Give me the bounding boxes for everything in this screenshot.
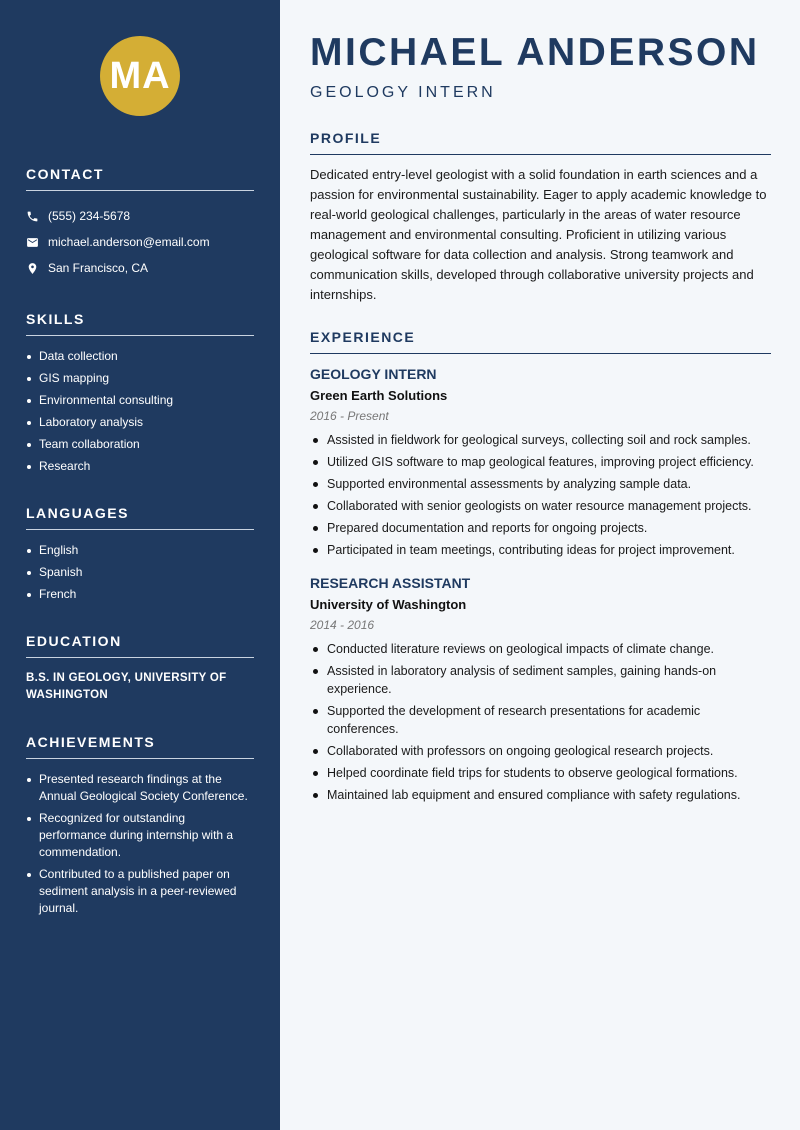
list-item: Utilized GIS software to map geological features, improving project efficiency. xyxy=(310,453,771,471)
achievements-list xyxy=(26,771,254,917)
sidebar xyxy=(0,0,280,1130)
skills-heading: SKILLS xyxy=(26,311,254,336)
list-item: Participated in team meetings, contributing ideas for project improvement. xyxy=(310,541,771,559)
list-item: Recognized for outstanding performance during internship with a commendation. xyxy=(26,810,254,861)
avatar-initials: MA xyxy=(100,36,180,116)
languages-section xyxy=(26,505,254,603)
location-pin-icon xyxy=(26,262,39,275)
location-text: San Francisco, CA xyxy=(48,261,149,275)
list-item: Presented research findings at the Annual Geological Society Conference. xyxy=(26,771,254,805)
job-dates: 2016 - Present xyxy=(310,409,389,423)
skills-list xyxy=(26,348,254,475)
profile-text: Dedicated entry-level geologist with a solid foundation in earth sciences and a passion for environmental sustainability. Eager to apply academic knowledge to real-world geological challenges, particularly in the areas of water resource management and environmental consulting. Proficient in utilizing various geological software for data collection and analysis. Strong teamwork and communication skills, developed through collaborative university projects and internships. xyxy=(310,167,767,302)
contact-location xyxy=(26,255,254,281)
list-item: Laboratory analysis xyxy=(26,414,254,431)
languages-heading: LANGUAGES xyxy=(26,505,254,530)
list-item: Collaborated with professors on ongoing geological research projects. xyxy=(310,742,771,760)
list-item: Conducted literature reviews on geological impacts of climate change. xyxy=(310,640,771,658)
job-title: GEOLOGY INTERN xyxy=(310,366,437,382)
person-name: MICHAEL ANDERSON xyxy=(310,31,760,74)
education-section xyxy=(26,633,254,704)
list-item: Assisted in laboratory analysis of sediment samples, gaining hands-on experience. xyxy=(310,662,771,698)
list-item: Contributed to a published paper on sediment analysis in a peer-reviewed journal. xyxy=(26,866,254,917)
contact-section xyxy=(26,166,254,281)
achievements-section xyxy=(26,734,254,917)
phone-text: (555) 234-5678 xyxy=(48,209,131,223)
list-item: Collaborated with senior geologists on water resource management projects. xyxy=(310,497,771,515)
phone-icon xyxy=(26,210,39,223)
job-bullets xyxy=(310,431,771,559)
list-item: Spanish xyxy=(26,564,254,581)
list-item: Supported environmental assessments by analyzing sample data. xyxy=(310,475,771,493)
list-item: Research xyxy=(26,458,254,475)
education-degree: B.S. IN GEOLOGY, UNIVERSITY OF WASHINGTON xyxy=(26,672,227,701)
profile-section xyxy=(310,130,771,305)
skills-section xyxy=(26,311,254,475)
contact-email xyxy=(26,229,254,255)
list-item: GIS mapping xyxy=(26,370,254,387)
main-content xyxy=(280,0,800,1130)
list-item: Assisted in fieldwork for geological surveys, collecting soil and rock samples. xyxy=(310,431,771,449)
contact-phone xyxy=(26,203,254,229)
list-item: Maintained lab equipment and ensured compliance with safety regulations. xyxy=(310,786,771,804)
list-item: Helped coordinate field trips for students to observe geological formations. xyxy=(310,764,771,782)
list-item: Supported the development of research presentations for academic conferences. xyxy=(310,702,771,738)
list-item: Environmental consulting xyxy=(26,392,254,409)
contact-heading: CONTACT xyxy=(26,166,254,191)
list-item: Team collaboration xyxy=(26,436,254,453)
job-entry xyxy=(310,575,771,804)
mail-icon xyxy=(26,236,39,249)
education-heading: EDUCATION xyxy=(26,633,254,658)
list-item: Data collection xyxy=(26,348,254,365)
job-dates: 2014 - 2016 xyxy=(310,618,375,632)
list-item: Prepared documentation and reports for ongoing projects. xyxy=(310,519,771,537)
achievements-heading: ACHIEVEMENTS xyxy=(26,734,254,759)
job-org: Green Earth Solutions xyxy=(310,388,448,403)
job-org: University of Washington xyxy=(310,597,467,612)
job-title: RESEARCH ASSISTANT xyxy=(310,575,471,591)
person-title: GEOLOGY INTERN xyxy=(310,84,496,101)
job-bullets xyxy=(310,640,771,804)
job-entry xyxy=(310,366,771,559)
experience-heading: EXPERIENCE xyxy=(310,329,771,354)
profile-heading: PROFILE xyxy=(310,130,771,155)
experience-section xyxy=(310,329,771,804)
email-text[interactable]: michael.anderson@email.com xyxy=(48,235,210,249)
list-item: French xyxy=(26,586,254,603)
list-item: English xyxy=(26,542,254,559)
languages-list xyxy=(26,542,254,603)
